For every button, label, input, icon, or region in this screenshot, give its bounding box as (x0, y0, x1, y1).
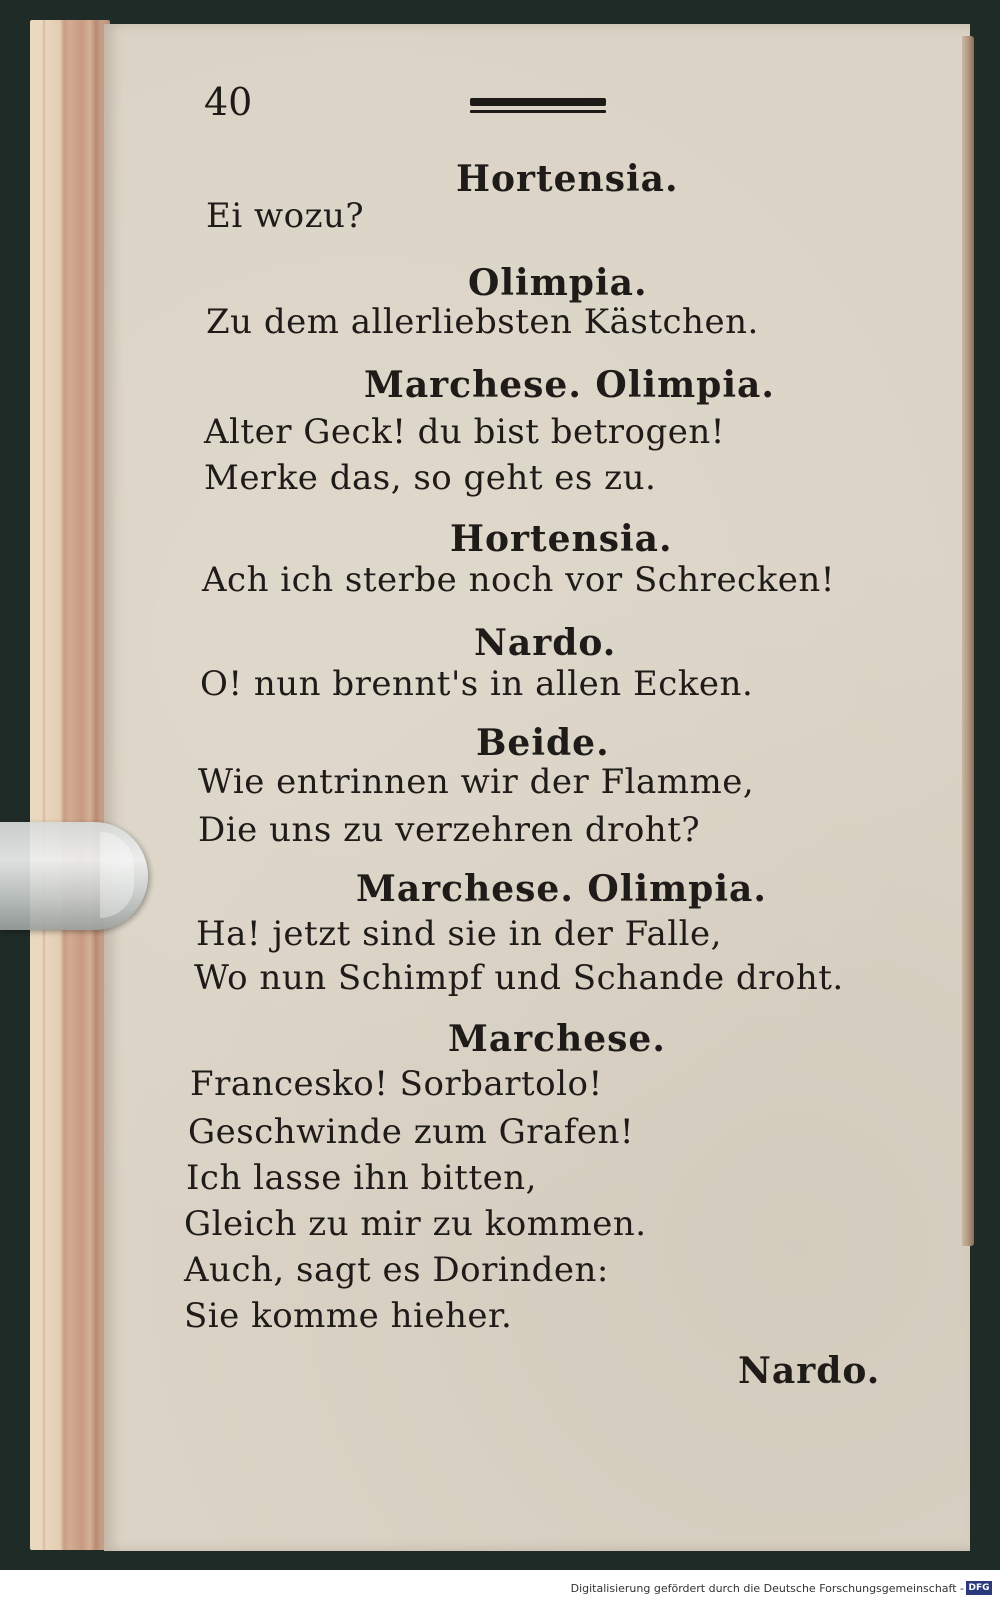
speaker-heading: Hortensia. (450, 518, 673, 560)
header-rule-thick (470, 98, 606, 106)
verse-line: Gleich zu mir zu kommen. (184, 1204, 647, 1244)
speaker-heading: Hortensia. (456, 158, 679, 200)
footer-credit: Digitalisierung gefördert durch die Deutsche Forschungsgemeinschaft - (570, 1582, 964, 1595)
verse-line: Ich lasse ihn bitten, (186, 1158, 537, 1198)
header-rule-thin (470, 110, 606, 113)
verse-line: Wo nun Schimpf und Schande droht. (194, 958, 844, 998)
verse-line: Ach ich sterbe noch vor Schrecken! (202, 560, 835, 600)
header-rule (470, 98, 606, 113)
verse-line: Auch, sagt es Dorinden: (184, 1250, 609, 1290)
verse-line: Zu dem allerliebsten Kästchen. (206, 302, 759, 342)
verse-line: Francesko! Sorbartolo! (190, 1064, 603, 1104)
verse-line: Die uns zu verzehren droht? (198, 810, 701, 850)
verse-line: Wie entrinnen wir der Flamme, (198, 762, 755, 802)
page-edges (30, 20, 110, 1550)
speaker-heading: Beide. (476, 722, 610, 764)
verse-line: O! nun brennt's in allen Ecken. (200, 664, 754, 704)
speaker-heading: Marchese. (448, 1018, 666, 1060)
speaker-heading: Nardo. (474, 622, 617, 664)
page-number: 40 (204, 80, 253, 124)
catchword: Nardo. (738, 1350, 881, 1392)
verse-line: Alter Geck! du bist betrogen! (204, 412, 725, 452)
verse-line: Sie komme hieher. (184, 1296, 513, 1336)
speaker-heading: Marchese. Olimpia. (356, 868, 767, 910)
verse-line: Ei wozu? (206, 196, 365, 236)
speaker-heading: Marchese. Olimpia. (364, 364, 775, 406)
verse-line: Merke das, so geht es zu. (204, 458, 657, 498)
verse-line: Geschwinde zum Grafen! (188, 1112, 635, 1152)
dfg-logo: DFG (966, 1581, 992, 1595)
verse-line: Ha! jetzt sind sie in der Falle, (196, 914, 722, 954)
page-right-edge (962, 36, 974, 1246)
speaker-heading: Olimpia. (468, 262, 648, 304)
